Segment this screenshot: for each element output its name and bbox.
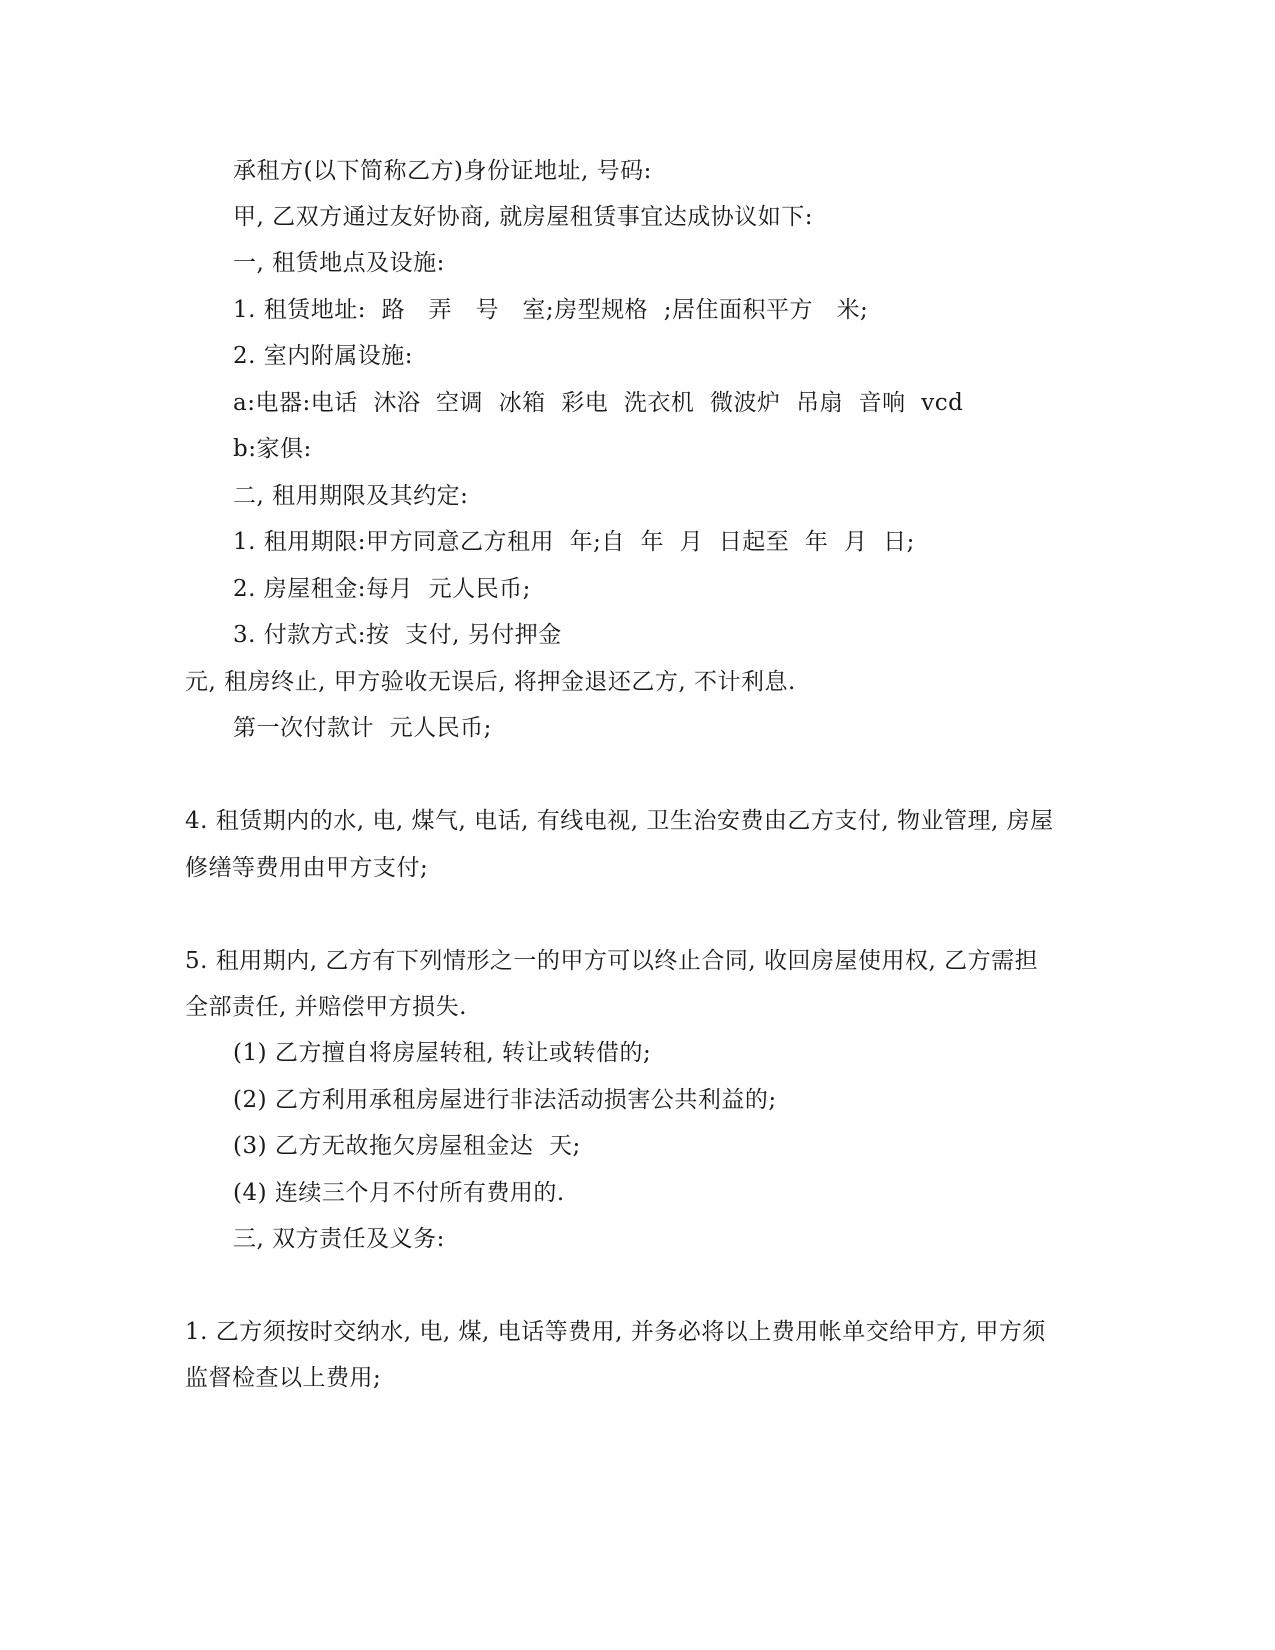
list-item: (4) 连续三个月不付所有费用的.: [233, 1180, 565, 1206]
text-line: 2. 室内附属设施:: [233, 343, 414, 369]
text-line: 全部责任, 并赔偿甲方损失.: [185, 994, 467, 1020]
text-line: 1. 租赁地址: 路 弄 号 室;房型规格 ;居住面积平方 米;: [233, 297, 869, 323]
text-line: 4. 租赁期内的水, 电, 煤气, 电话, 有线电视, 卫生治安费由乙方支付, 物业管理, 房屋: [185, 808, 1054, 834]
text-line: b:家俱:: [233, 436, 312, 462]
text-line: 修缮等费用由甲方支付;: [185, 855, 429, 881]
text-line: 第一次付款计 元人民币;: [233, 715, 492, 741]
list-item: (2) 乙方利用承租房屋进行非法活动损害公共利益的;: [233, 1087, 777, 1113]
list-item: (3) 乙方无故拖欠房屋租金达 天;: [233, 1133, 581, 1159]
text-line: a:电器:电话 沐浴 空调 冰箱 彩电 洗衣机 微波炉 吊扇 音响 vcd: [233, 390, 964, 416]
text-line: 甲, 乙双方通过友好协商, 就房屋租赁事宜达成协议如下:: [233, 204, 813, 230]
text-line: 5. 租用期内, 乙方有下列情形之一的甲方可以终止合同, 收回房屋使用权, 乙方需担: [185, 948, 1039, 974]
text-line: 1. 租用期限:甲方同意乙方租用 年;自 年 月 日起至 年 月 日;: [233, 529, 915, 555]
section-heading: 三, 双方责任及义务:: [233, 1226, 445, 1252]
list-item: (1) 乙方擅自将房屋转租, 转让或转借的;: [233, 1040, 652, 1066]
text-line: 承租方(以下简称乙方)身份证地址, 号码:: [233, 158, 652, 184]
text-line: 2. 房屋租金:每月 元人民币;: [233, 576, 531, 602]
section-heading: 一, 租赁地点及设施:: [233, 250, 445, 276]
text-line: 元, 租房终止, 甲方验收无误后, 将押金退还乙方, 不计利息.: [185, 669, 796, 695]
text-line: 监督检查以上费用;: [185, 1365, 382, 1391]
text-line: 1. 乙方须按时交纳水, 电, 煤, 电话等费用, 并务必将以上费用帐单交给甲方, 甲方须: [185, 1319, 1046, 1345]
section-heading: 二, 租用期限及其约定:: [233, 483, 469, 509]
text-line: 3. 付款方式:按 支付, 另付押金: [233, 622, 562, 648]
